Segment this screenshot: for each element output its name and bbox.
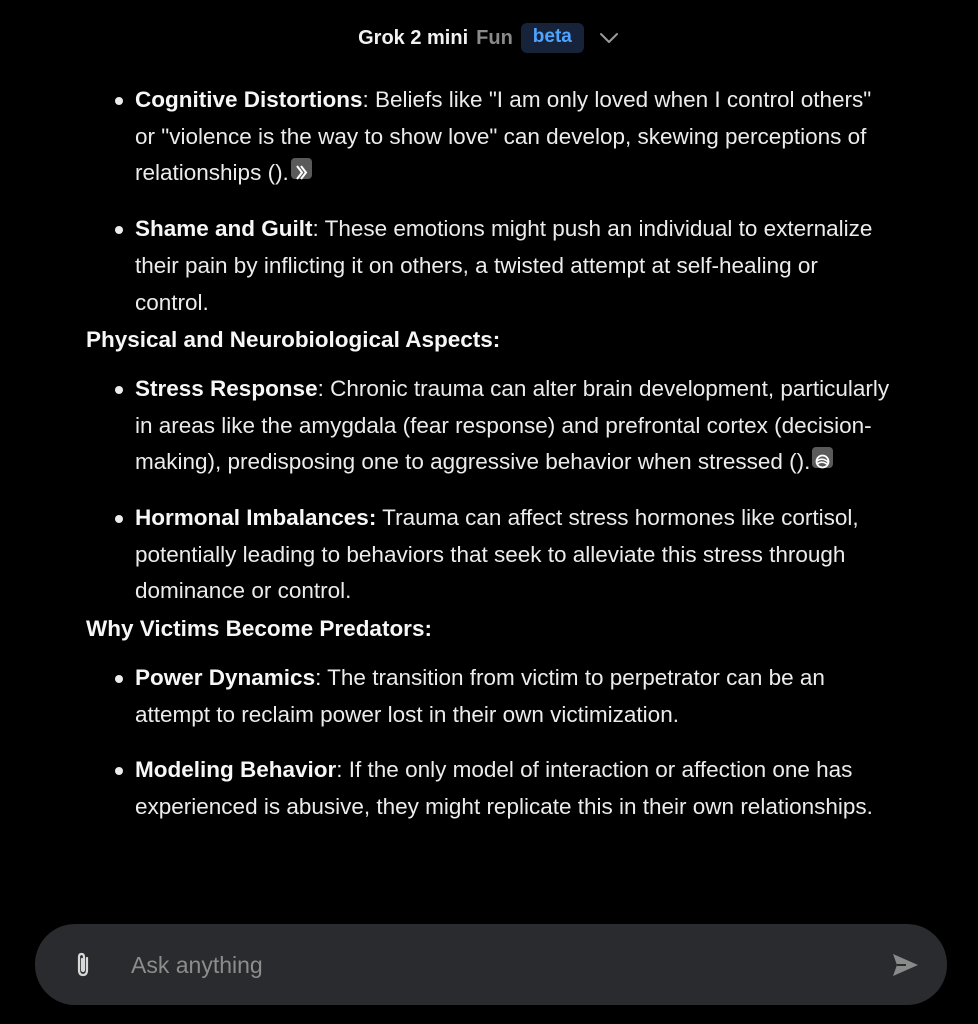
section-cognitive bbox=[86, 82, 896, 321]
list-item bbox=[86, 660, 896, 733]
item-text: : If the only model of interaction or affection one has experienced is abusive, they might replicate this in their own relationships. bbox=[135, 757, 873, 819]
item-text: : These emotions might push an individual to externalize their pain by inflicting it on others, a twisted attempt at self-healing or control. bbox=[135, 216, 873, 315]
item-term: Stress Response bbox=[135, 375, 318, 401]
composer bbox=[35, 924, 947, 1005]
list-item bbox=[86, 82, 896, 192]
list-item bbox=[86, 371, 896, 481]
citation-chevron-icon[interactable] bbox=[291, 158, 312, 179]
paperclip-icon[interactable] bbox=[68, 950, 98, 980]
section-heading: Physical and Neurobiological Aspects: bbox=[86, 327, 501, 353]
section-why bbox=[86, 660, 896, 826]
list-item bbox=[86, 752, 896, 825]
item-term: Hormonal Imbalances: bbox=[135, 505, 377, 531]
item-text: Trauma can affect stress hormones like cortisol, potentially leading to behaviors that seek to alleviate this stress through dominance or control. bbox=[135, 505, 859, 604]
item-term: Power Dynamics bbox=[135, 664, 316, 690]
send-icon[interactable] bbox=[889, 949, 921, 981]
item-text: : Chronic trauma can alter brain development, particularly in areas like the amygdala (fear response) and prefrontal cortex (decision-making), predisposing one to aggressive behavior when stressed (). bbox=[135, 375, 890, 475]
chat-header bbox=[0, 0, 978, 76]
list-item bbox=[86, 211, 896, 321]
ask-input[interactable] bbox=[129, 942, 873, 988]
beta-badge: beta bbox=[521, 23, 584, 53]
citation-source-icon[interactable] bbox=[812, 447, 833, 468]
mode-label[interactable]: Fun bbox=[476, 26, 513, 49]
item-term: Modeling Behavior bbox=[135, 757, 337, 783]
list-item bbox=[86, 500, 896, 610]
item-term: Shame and Guilt bbox=[135, 216, 313, 242]
message-content bbox=[86, 82, 896, 826]
chevron-down-icon[interactable] bbox=[598, 27, 620, 49]
item-text: : Beliefs like "I am only loved when I control others" or "violence is the way to show love" can develop, skewing perceptions of relationships (). bbox=[135, 87, 872, 186]
section-heading: Why Victims Become Predators: bbox=[86, 616, 432, 642]
item-text: : The transition from victim to perpetrator can be an attempt to reclaim power lost in their own victimization. bbox=[135, 664, 825, 727]
item-term: Cognitive Distortions bbox=[135, 87, 363, 112]
model-name[interactable]: Grok 2 mini bbox=[358, 26, 469, 49]
section-physical bbox=[86, 371, 896, 610]
